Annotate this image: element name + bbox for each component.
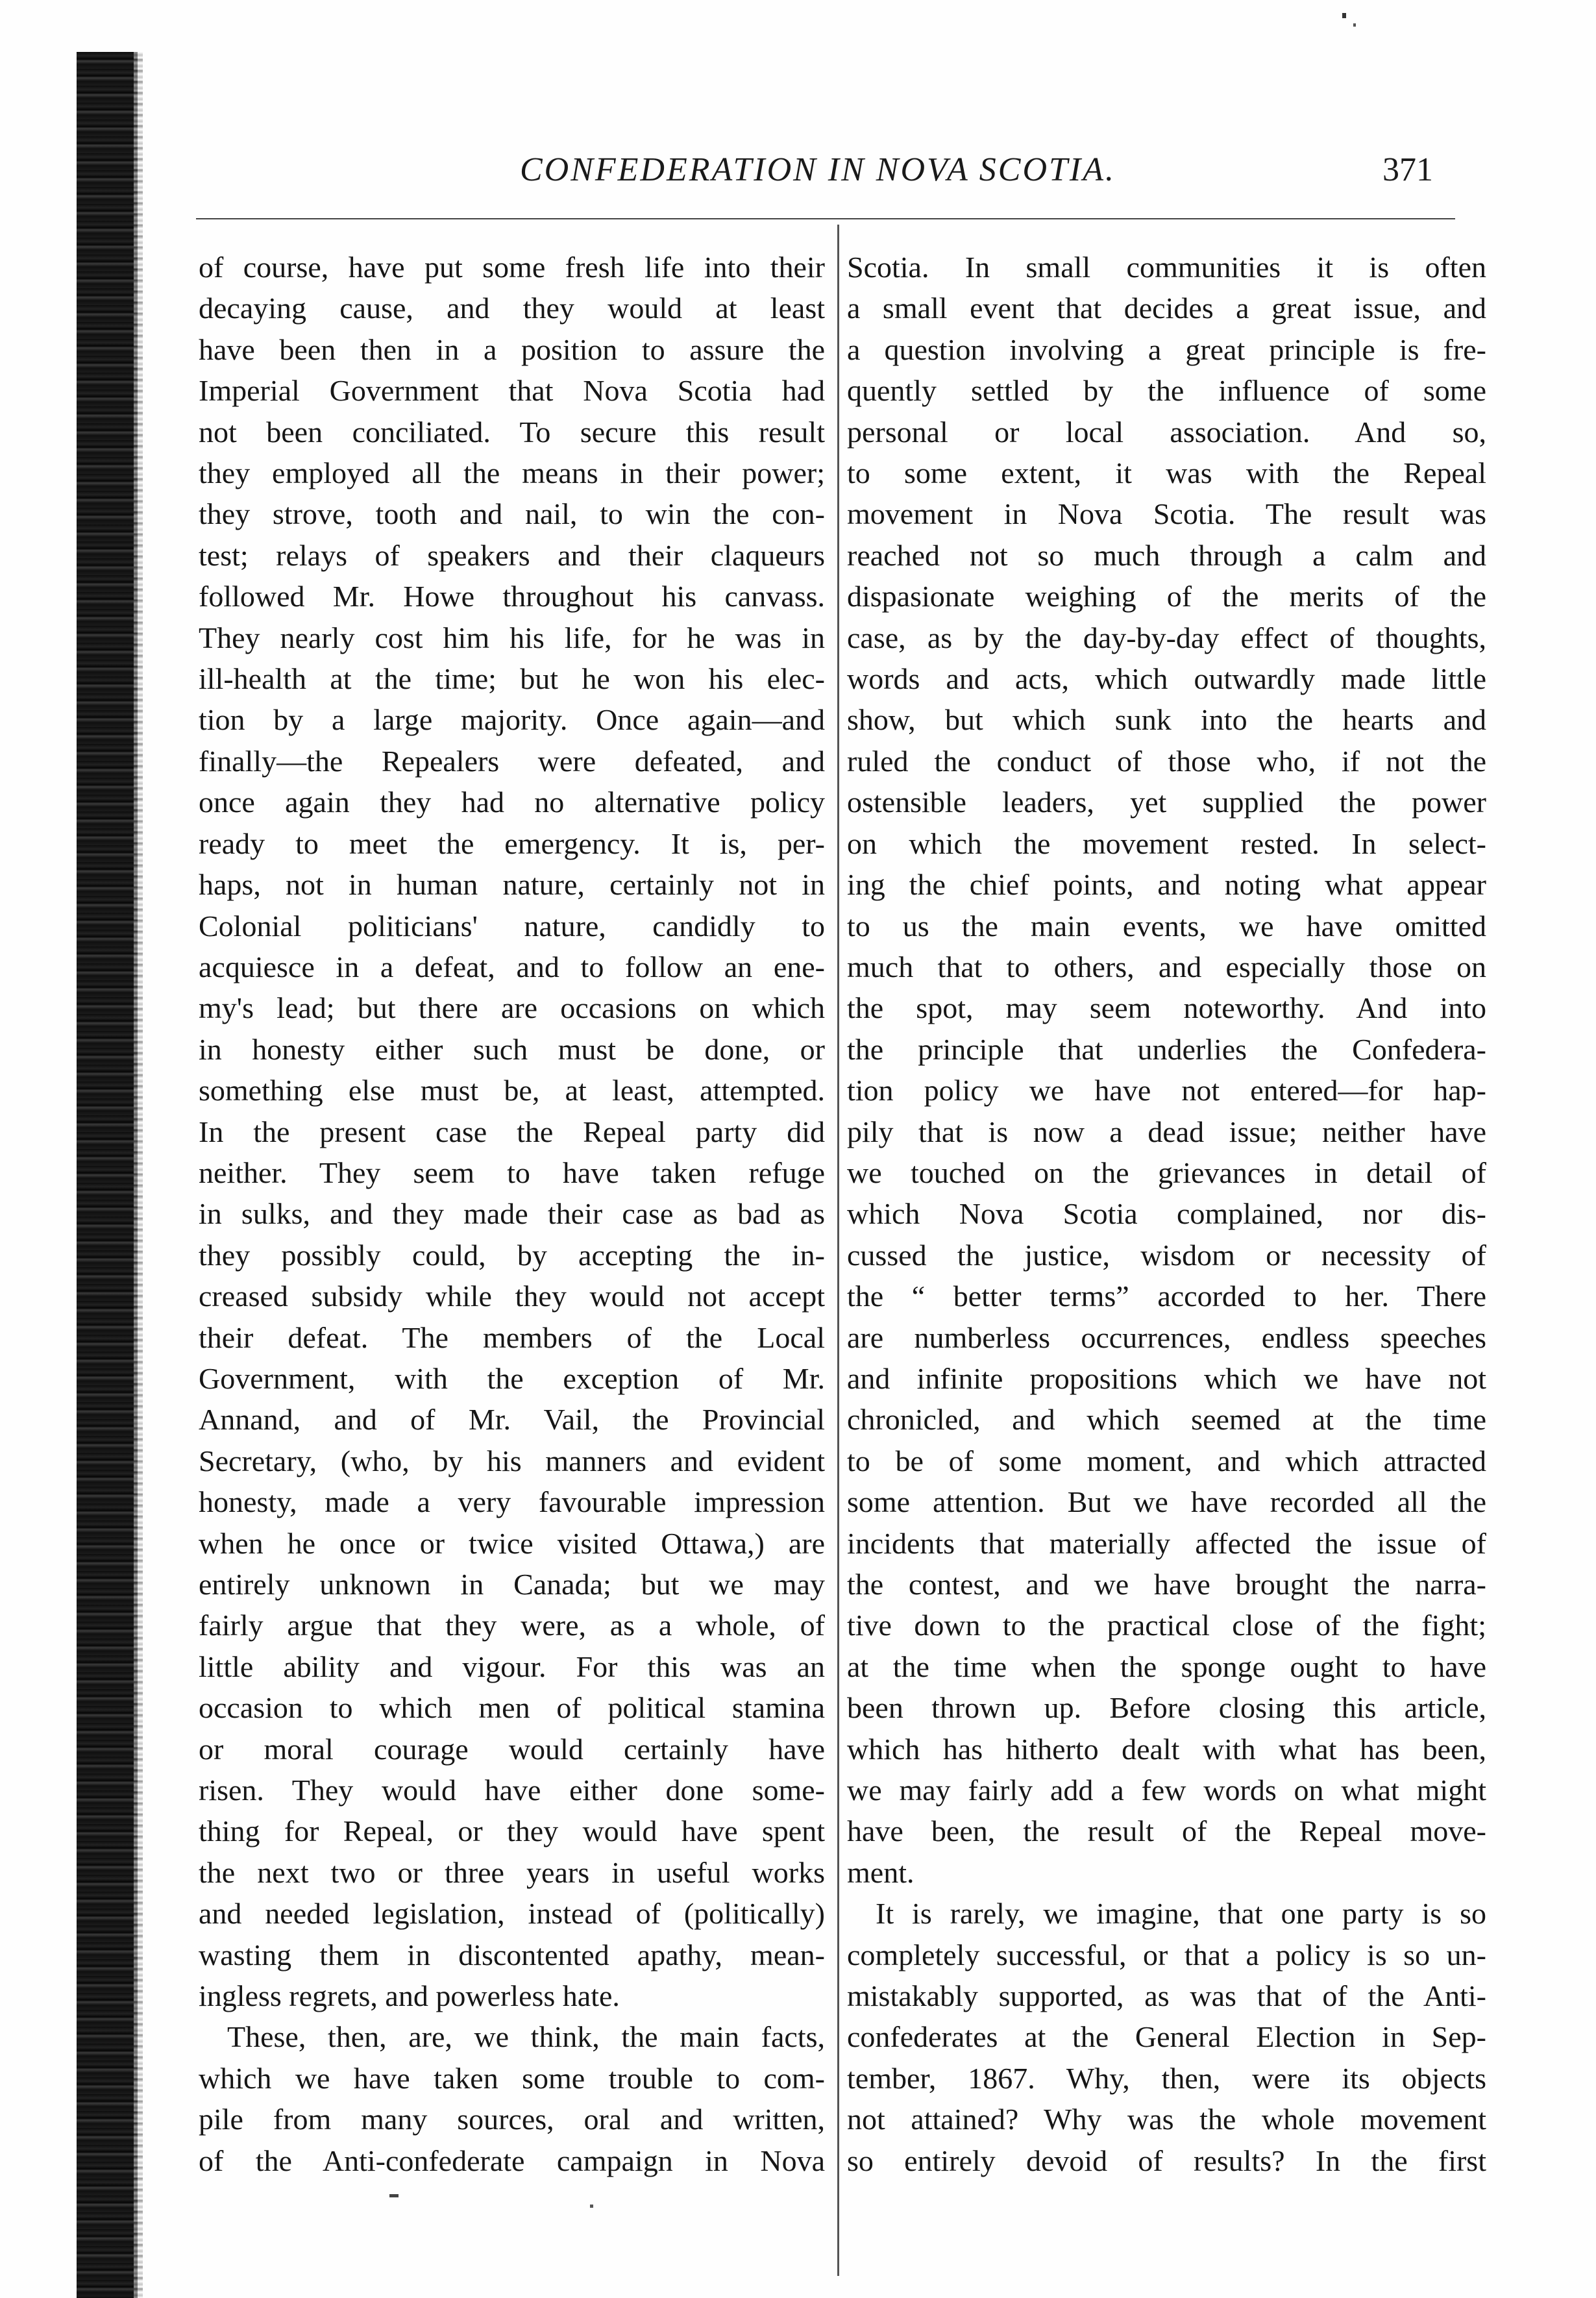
text-line: entirely unknown in Canada; but we may	[199, 1568, 825, 1601]
text-line: their defeat. The members of the Local	[199, 1320, 825, 1354]
text-line: they strove, tooth and nail, to win the con-	[199, 497, 825, 531]
text-line: Scotia. In small communities it is often	[847, 251, 1486, 284]
text-line: they possibly could, by accepting the in-	[199, 1238, 825, 1272]
text-line: completely successful, or that a policy is so un-	[847, 1938, 1486, 1971]
text-line: confederates at the General Election in Sep-	[847, 2020, 1486, 2054]
text-line: a small event that decides a great issue, and	[847, 291, 1486, 325]
column-divider	[837, 225, 839, 2276]
text-line: or moral courage would certainly have	[199, 1732, 825, 1766]
text-line: acquiesce in a defeat, and to follow an ene-	[199, 950, 825, 983]
text-line: reached not so much through a calm and	[847, 538, 1486, 572]
text-line: honesty, made a very favourable impression	[199, 1485, 825, 1519]
text-line: and needed legislation, instead of (politically)	[199, 1897, 825, 1931]
text-line: my's lead; but there are occasions on which	[199, 991, 825, 1025]
text-line: quently settled by the influence of some	[847, 374, 1486, 408]
text-line: the spot, may seem noteworthy. And into	[847, 991, 1486, 1025]
text-line: the “ better terms” accorded to her. There	[847, 1279, 1486, 1313]
text-line: to some extent, it was with the Repeal	[847, 456, 1486, 490]
text-line: when he once or twice visited Ottawa,) are	[199, 1526, 825, 1560]
text-line: on which the movement rested. In select-	[847, 826, 1486, 860]
text-line: personal or local association. And so,	[847, 415, 1486, 449]
text-line: fairly argue that they were, as a whole, of	[199, 1609, 825, 1642]
text-line: These, then, are, we think, the main facts,	[227, 2020, 825, 2054]
text-line: not attained? Why was the whole movement	[847, 2103, 1486, 2136]
text-line: finally—the Repealers were defeated, and	[199, 744, 825, 778]
text-line: at the time when the sponge ought to have	[847, 1649, 1486, 1683]
text-line: something else must be, at least, attempted.	[199, 1074, 825, 1107]
text-line: Secretary, (who, by his manners and evident	[199, 1444, 825, 1477]
text-line: ostensible leaders, yet supplied the power	[847, 785, 1486, 819]
text-line: neither. They seem to have taken refuge	[199, 1155, 825, 1189]
text-line: thing for Repeal, or they would have spent	[199, 1814, 825, 1848]
book-spine-edge	[134, 52, 143, 2298]
text-line: little ability and vigour. For this was an	[199, 1649, 825, 1683]
text-line: case, as by the day-by-day effect of thoughts,	[847, 621, 1486, 654]
text-line: of the Anti-confederate campaign in Nova	[199, 2144, 825, 2177]
text-line: wasting them in discontented apathy, mean-	[199, 1938, 825, 1971]
text-line: Government, with the exception of Mr.	[199, 1361, 825, 1395]
text-line: Colonial politicians' nature, candidly to	[199, 909, 825, 943]
ink-speck	[1353, 23, 1356, 27]
text-line: the contest, and we have brought the narra-	[847, 1568, 1486, 1601]
text-line: which has hitherto dealt with what has been,	[847, 1732, 1486, 1766]
text-line: movement in Nova Scotia. The result was	[847, 497, 1486, 531]
text-line: pily that is now a dead issue; neither have	[847, 1115, 1486, 1148]
text-line: the next two or three years in useful works	[199, 1855, 825, 1889]
text-line: tive down to the practical close of the fight;	[847, 1609, 1486, 1642]
text-line: occasion to which men of political stamina	[199, 1691, 825, 1725]
text-line: tion policy we have not entered—for hap-	[847, 1074, 1486, 1107]
text-line: to us the main events, we have omitted	[847, 909, 1486, 943]
text-line: In the present case the Repeal party did	[199, 1115, 825, 1148]
text-line: ill-health at the time; but he won his elec-	[199, 662, 825, 696]
running-title: CONFEDERATION IN NOVA SCOTIA.	[519, 151, 1116, 188]
text-line: to be of some moment, and which attracted	[847, 1444, 1486, 1477]
text-line: have been, the result of the Repeal move-	[847, 1814, 1486, 1848]
text-line: some attention. But we have recorded all the	[847, 1485, 1486, 1519]
text-line: ment.	[847, 1855, 915, 1889]
text-line: and infinite propositions which we have not	[847, 1361, 1486, 1395]
page-number: 371	[1382, 151, 1433, 188]
text-line: they employed all the means in their power;	[199, 456, 825, 490]
text-line: ready to meet the emergency. It is, per-	[199, 826, 825, 860]
text-line: Imperial Government that Nova Scotia had	[199, 374, 825, 408]
text-line: tion by a large majority. Once again—and	[199, 703, 825, 737]
text-line: incidents that materially affected the issue of	[847, 1526, 1486, 1560]
text-line: have been then in a position to assure the	[199, 332, 825, 366]
text-line: ruled the conduct of those who, if not the	[847, 744, 1486, 778]
text-line: test; relays of speakers and their claqueurs	[199, 538, 825, 572]
text-line: risen. They would have either done some-	[199, 1773, 825, 1807]
text-line: cussed the justice, wisdom or necessity of	[847, 1238, 1486, 1272]
text-line: in honesty either such must be done, or	[199, 1032, 825, 1066]
text-line: creased subsidy while they would not accept	[199, 1279, 825, 1313]
text-line: tember, 1867. Why, then, were its objects	[847, 2061, 1486, 2095]
text-line: been thrown up. Before closing this article,	[847, 1691, 1486, 1725]
text-line: words and acts, which outwardly made little	[847, 662, 1486, 696]
ink-speck	[590, 2205, 593, 2208]
text-line: dispasionate weighing of the merits of the	[847, 580, 1486, 613]
ink-speck	[389, 2194, 399, 2197]
text-line: so entirely devoid of results? In the first	[847, 2144, 1486, 2177]
text-line: pile from many sources, oral and written,	[199, 2103, 825, 2136]
text-line: are numberless occurrences, endless speeches	[847, 1320, 1486, 1354]
text-line: ingless regrets, and powerless hate.	[199, 1979, 620, 2013]
text-line: which Nova Scotia complained, nor dis-	[847, 1197, 1486, 1231]
text-line: followed Mr. Howe throughout his canvass.	[199, 580, 825, 613]
right-text-column	[847, 247, 1486, 2181]
text-line: haps, not in human nature, certainly not in	[199, 868, 825, 902]
text-line: ing the chief points, and noting what appear	[847, 868, 1486, 902]
text-line: we may fairly add a few words on what might	[847, 1773, 1486, 1807]
text-line: It is rarely, we imagine, that one party is so	[876, 1897, 1486, 1931]
text-line: show, but which sunk into the hearts and	[847, 703, 1486, 737]
text-line: They nearly cost him his life, for he was in	[199, 621, 825, 654]
left-text-column	[199, 247, 825, 2181]
text-line: mistakably supported, as was that of the Anti-	[847, 1979, 1486, 2013]
ink-speck	[1342, 13, 1346, 18]
text-line: not been conciliated. To secure this result	[199, 415, 825, 449]
text-line: decaying cause, and they would at least	[199, 291, 825, 325]
text-line: a question involving a great principle is fre-	[847, 332, 1486, 366]
text-line: we touched on the grievances in detail of	[847, 1155, 1486, 1189]
book-spine-shadow	[77, 52, 138, 2298]
text-line: the principle that underlies the Confedera-	[847, 1032, 1486, 1066]
header-rule	[196, 218, 1455, 219]
text-line: once again they had no alternative policy	[199, 785, 825, 819]
text-line: which we have taken some trouble to com-	[199, 2061, 825, 2095]
text-line: in sulks, and they made their case as bad as	[199, 1197, 825, 1231]
text-line: of course, have put some fresh life into their	[199, 251, 825, 284]
text-line: Annand, and of Mr. Vail, the Provincial	[199, 1403, 825, 1437]
text-line: much that to others, and especially those on	[847, 950, 1486, 983]
text-line: chronicled, and which seemed at the time	[847, 1403, 1486, 1437]
